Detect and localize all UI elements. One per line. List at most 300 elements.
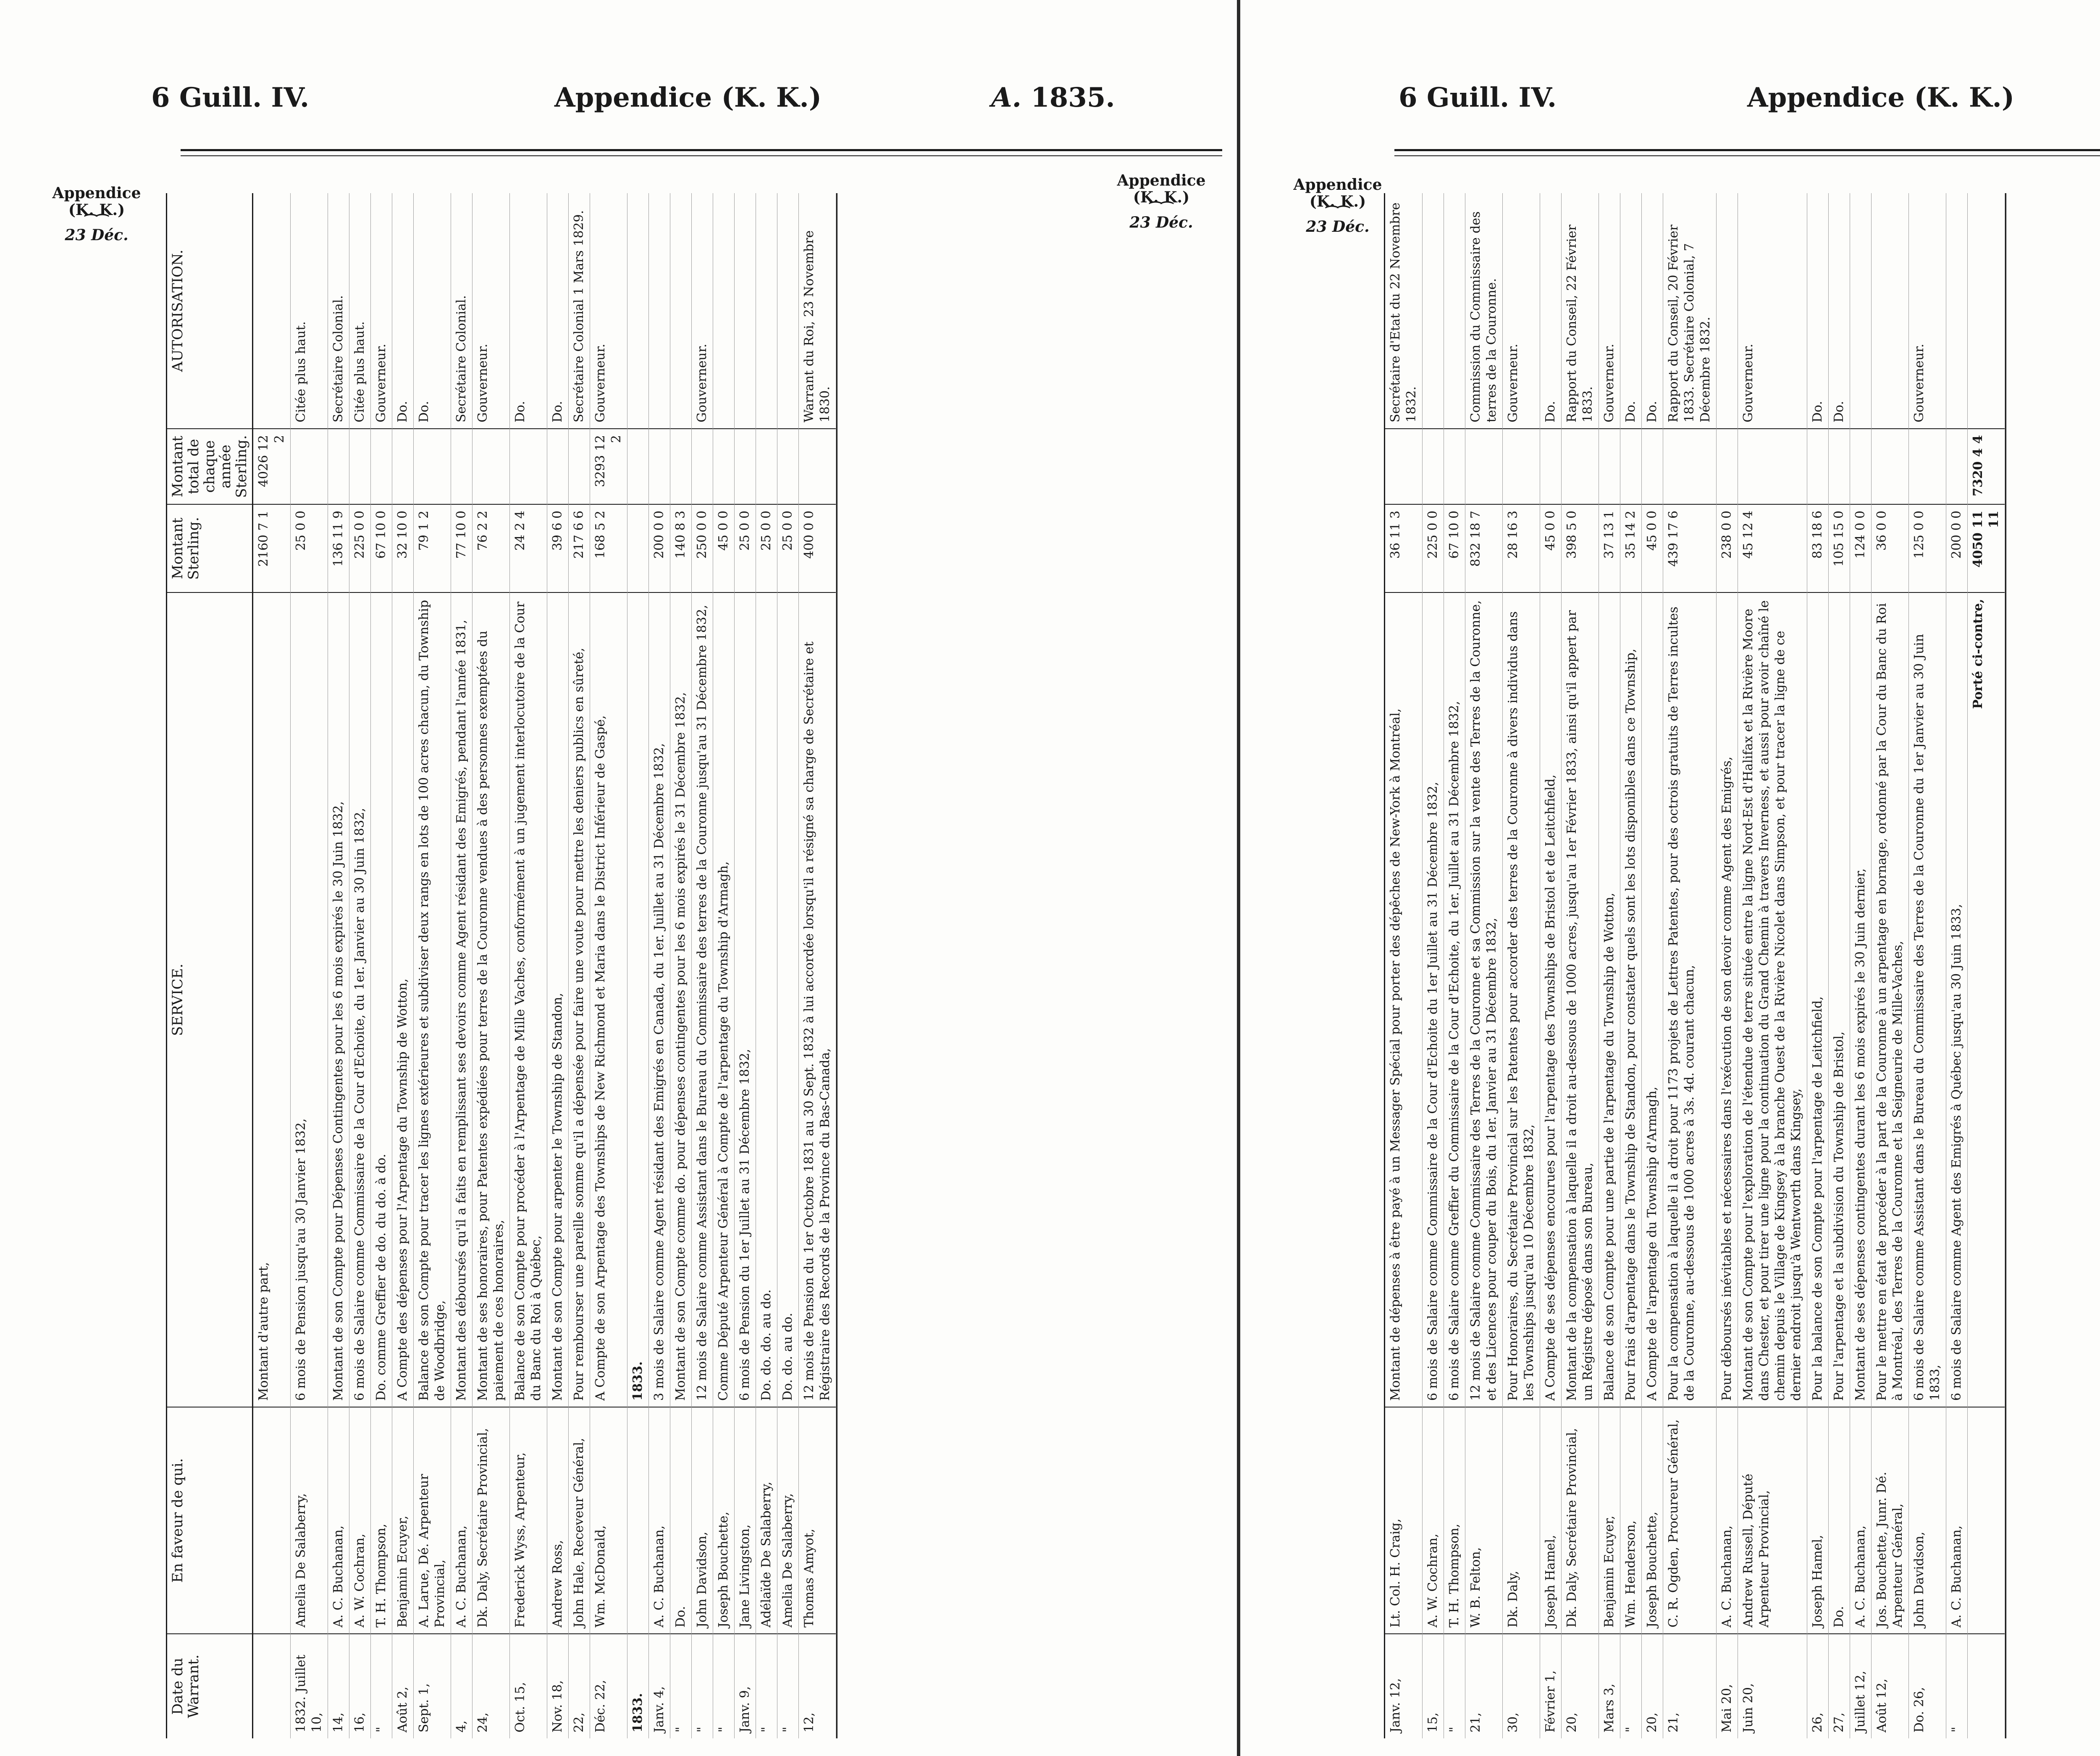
table-row — [291, 193, 328, 1738]
right-top-rule-thin — [1394, 155, 2100, 156]
left-year-prefix: A. — [991, 82, 1021, 113]
cell-total — [328, 428, 349, 504]
cell-service: Pour frais d'arpentage dans le Township de Standon, pour constater quels sont les lots disponibles dans ce Township, — [1620, 592, 1641, 1407]
cell-total — [1717, 428, 1738, 504]
cell-date: 1833. — [627, 1633, 648, 1738]
table-row — [1465, 193, 1503, 1738]
margin-appendix: Appendice — [1117, 172, 1206, 189]
cell-date: Février 1, — [1540, 1633, 1561, 1738]
table-row — [1503, 193, 1540, 1738]
cell-service: Pour Honoraires, du Secrétaire Provincial sur les Patentes pour accorder des terres de la Couronne à divers individus dans les Townships jusqu'au 10 Décembre 1832, — [1503, 592, 1540, 1407]
brace-icon: ⁀⁀ — [1326, 206, 1349, 223]
left-margin-note — [48, 185, 145, 244]
cell-service: Comme Député Arpenteur Général à Compte de l'arpentage du Township d'Armagh, — [713, 592, 734, 1407]
cell-payee: Joseph Hamel, — [1540, 1407, 1561, 1633]
cell-date: Do. 26, — [1909, 1633, 1946, 1738]
brace-icon: ⁀⁀ — [85, 214, 108, 231]
cell-date: " — [692, 1633, 713, 1738]
cell-total — [569, 428, 590, 504]
table-footer-row — [1968, 193, 2005, 1738]
cell-payee: Frederick Wyss, Arpenteur, — [510, 1407, 547, 1633]
cell-service: Pour la compensation à laquelle il a droit pour 1173 projets de Lettres Patentes, pour des octrois gratuits de Terres incultes de la Couronne, au-dessous de 1000 acres à 3s. 4d. courant chacun, — [1663, 592, 1716, 1407]
cell-payee: T. H. Thompson, — [371, 1407, 392, 1633]
cell-amount: 67 10 0 — [1444, 504, 1465, 592]
right-margin-note — [1289, 176, 1386, 235]
cell-auth: Warrant du Roi, 23 Novembre 1830. — [802, 230, 832, 422]
cell-total — [1850, 428, 1871, 504]
cell-auth — [735, 193, 756, 428]
cell-amount: 83 18 6 — [1807, 504, 1828, 592]
cell-amount: 832 18 7 — [1465, 504, 1502, 592]
cell-total — [799, 428, 836, 504]
cell-total — [777, 428, 798, 504]
col-amount-header: Montant Sterling. — [167, 504, 252, 592]
cell-payee: John Hale, Receveur Général, — [569, 1407, 590, 1633]
cell-payee: A. C. Buchanan, — [328, 1407, 349, 1633]
cell-auth — [253, 193, 290, 428]
cell-total — [371, 428, 392, 504]
cell-service: Pour déboursés inévitables et nécessaires dans l'exécution de son devoir comme Agent des Emigrés, — [1717, 592, 1738, 1407]
margin-appendix: Appendice — [1293, 176, 1382, 194]
cell-amount: 25 0 0 — [735, 504, 756, 592]
cell-service: Pour le mettre en état de procéder à la part de la Couronne à un arpentage en bornage, ordonné par la Cour du Banc du Roi à Montréal, des Terres de la Couronne et la Seigneurie de Mille-Vaches, — [1872, 592, 1908, 1407]
cell-auth: Gouverneur. — [1506, 343, 1520, 422]
table-row — [1599, 193, 1620, 1738]
cell-total — [692, 428, 713, 504]
cell-service: Montant de son Compte comme do. pour dépenses contingentes pour les 6 mois expirés le 31 Décembre 1832, — [670, 592, 691, 1407]
cell-total — [1829, 428, 1850, 504]
left-top-rule — [181, 149, 1222, 151]
cell-auth — [1946, 193, 1967, 428]
cell-date: " — [777, 1633, 798, 1738]
cell-payee: Wm. Henderson, — [1620, 1407, 1641, 1633]
cell-auth: Do. — [395, 401, 410, 422]
table-row — [1829, 193, 1850, 1738]
cell-payee — [253, 1407, 290, 1633]
cell-payee: A. Larue, Dé. Arpenteur Provincial, — [414, 1407, 451, 1633]
right-page — [1245, 0, 2100, 1756]
cell-service: 6 mois de Pension jusqu'au 30 Janvier 1832, — [291, 592, 328, 1407]
table-row — [777, 193, 799, 1738]
table-row — [649, 193, 670, 1738]
cell-auth — [1444, 193, 1465, 428]
cell-service: Do. do. do. au do. — [756, 592, 777, 1407]
cell-amount: 25 0 0 — [756, 504, 777, 592]
cell-service: Balance de son Compte pour tracer les lignes extérieures et subdiviser deux rangs en lots de 100 acres chacun, du Township de Woodbridge, — [414, 592, 451, 1407]
table-row — [451, 193, 472, 1738]
cell-total: 4026 12 2 — [253, 428, 290, 504]
cell-amount: 400 0 0 — [799, 504, 836, 592]
cell-total — [1503, 428, 1540, 504]
cell-amount: 37 13 1 — [1599, 504, 1620, 592]
cell-amount: 225 0 0 — [1423, 504, 1444, 592]
cell-service: Balance de son Compte pour procéder à l'Arpentage de Mille Vaches, conformément à un jugement interlocutoire de la Cour du Banc du Roi à Québec, — [510, 592, 547, 1407]
margin-date: 23 Déc. — [1306, 218, 1370, 236]
cell-total — [735, 428, 756, 504]
cell-amount: 79 1 2 — [414, 504, 451, 592]
cell-total — [1599, 428, 1620, 504]
cell-date: 21, — [1663, 1633, 1716, 1738]
cell-amount: 76 2 2 — [472, 504, 509, 592]
cell-payee: Dk. Daly, Secrétaire Provincial, — [472, 1407, 509, 1633]
cell-auth — [1850, 193, 1871, 428]
cell-service: Do. do. au do. — [777, 592, 798, 1407]
cell-date: 1832. Juillet 10, — [291, 1633, 328, 1738]
cell-auth: Secrétaire Colonial. — [331, 295, 346, 422]
cell-auth: Do. — [1543, 401, 1558, 422]
cell-payee: A. C. Buchanan, — [649, 1407, 670, 1633]
cell-amount: 25 0 0 — [291, 504, 328, 592]
right-top-rule — [1394, 149, 2100, 151]
table-row — [735, 193, 756, 1738]
cell-date: 22, — [569, 1633, 590, 1738]
left-top-rule-thin — [181, 155, 1222, 156]
col-service-header: SERVICE. — [167, 592, 252, 1407]
cell-payee: Do. — [670, 1407, 691, 1633]
cell-payee: Amelia De Salaberry, — [291, 1407, 328, 1633]
cell-date: " — [713, 1633, 734, 1738]
table-row — [1909, 193, 1946, 1738]
cell-amount: 124 0 0 — [1850, 504, 1871, 592]
col-payee-header: En faveur de qui. — [167, 1407, 252, 1633]
cell-date: 24, — [472, 1633, 509, 1738]
cell-payee: W. B. Felton, — [1465, 1407, 1502, 1633]
page-gutter — [1237, 0, 1240, 1756]
cell-auth — [649, 193, 670, 428]
cell-payee — [1968, 1407, 2005, 1633]
cell-date: " — [670, 1633, 691, 1738]
cell-auth — [1968, 193, 2005, 428]
cell-payee: John Davidson, — [1909, 1407, 1946, 1633]
cell-total — [649, 428, 670, 504]
margin-kk: (K. K.) — [68, 201, 125, 219]
cell-payee: Dk. Daly, — [1503, 1407, 1540, 1633]
cell-service: 6 mois de Salaire comme Commissaire de la Cour d'Echoite, du 1er. Janvier au 30 Juin 1832, — [349, 592, 370, 1407]
table-row — [713, 193, 735, 1738]
cell-amount: 168 5 2 — [590, 504, 627, 592]
cell-auth — [1423, 193, 1444, 428]
table-row — [756, 193, 777, 1738]
cell-total — [547, 428, 568, 504]
cell-auth: Gouverneur. — [1912, 343, 1927, 422]
cell-total — [1738, 428, 1807, 504]
footer-amount: 4050 11 11 — [1968, 504, 2005, 592]
cell-service: Montant de dépenses à être payé à un Messager Spécial pour porter des dépêches de New-York à Montréal, — [1385, 592, 1422, 1407]
cell-amount: 36 0 0 — [1872, 504, 1908, 592]
cell-service: Montant de ses dépenses contingentes durant les 6 mois expirés le 30 Juin dernier, — [1850, 592, 1871, 1407]
right-table-grid — [1384, 193, 2006, 1738]
cell-auth — [670, 193, 691, 428]
cell-amount: 36 11 3 — [1385, 504, 1422, 592]
cell-auth: Gouverneur. — [593, 343, 608, 422]
cell-service: Balance de son Compte pour une partie de l'arpentage du Township de Wotton, — [1599, 592, 1620, 1407]
cell-auth: Do. — [1810, 401, 1825, 422]
cell-amount: 250 0 0 — [692, 504, 713, 592]
table-row — [414, 193, 451, 1738]
table-row — [1444, 193, 1465, 1738]
margin-kk: (K. K.) — [1133, 189, 1190, 206]
cell-payee: Thomas Amyot, — [799, 1407, 836, 1633]
cell-date: Août 12, — [1872, 1633, 1908, 1738]
cell-service: 6 mois de Salaire comme Agent des Emigrés à Québec jusqu'au 30 Juin 1833, — [1946, 592, 1967, 1407]
cell-date: Août 2, — [392, 1633, 413, 1738]
cell-service: 12 mois de Pension du 1er Octobre 1831 au 30 Sept. 1832 à lui accordée lorsqu'il a résigné sa charge de Secrétaire et Régistraire des Records de la Province du Bas-Canada, — [799, 592, 836, 1407]
cell-date: 14, — [328, 1633, 349, 1738]
cell-service: A Compte de son Arpentage des Townships de New Richmond et Maria dans le District Inférieur de Gaspé, — [590, 592, 627, 1407]
cell-amount: 39 6 0 — [547, 504, 568, 592]
cell-amount: 225 0 0 — [349, 504, 370, 592]
cell-date: Juillet 12, — [1850, 1633, 1871, 1738]
cell-date: Sept. 1, — [414, 1633, 451, 1738]
table-row — [670, 193, 692, 1738]
cell-auth: Gouverneur. — [475, 343, 490, 422]
table-row — [692, 193, 713, 1738]
table-row — [1540, 193, 1562, 1738]
cell-payee: Wm. McDonald, — [590, 1407, 627, 1633]
cell-amount: 77 10 0 — [451, 504, 472, 592]
cell-amount: 67 10 0 — [371, 504, 392, 592]
cell-total — [451, 428, 472, 504]
right-appendix-title: Appendice (K. K.) — [1747, 82, 2015, 113]
cell-amount: 238 0 0 — [1717, 504, 1738, 592]
cell-date: " — [1620, 1633, 1641, 1738]
cell-auth — [777, 193, 798, 428]
cell-auth: Do. — [1645, 401, 1659, 422]
cell-amount: 24 2 4 — [510, 504, 547, 592]
cell-date: Nov. 18, — [547, 1633, 568, 1738]
cell-auth — [627, 193, 648, 428]
cell-amount: 45 0 0 — [1540, 504, 1561, 592]
cell-total — [392, 428, 413, 504]
table-row — [1717, 193, 1738, 1738]
cell-payee — [627, 1407, 648, 1633]
left-year-value: 1835. — [1031, 82, 1115, 113]
cell-total — [1444, 428, 1465, 504]
cell-payee: Andrew Ross, — [547, 1407, 568, 1633]
cell-total — [1946, 428, 1967, 504]
table-row — [472, 193, 510, 1738]
margin-appendix: Appendice — [52, 184, 141, 202]
cell-total — [349, 428, 370, 504]
cell-auth: Commission du Commissaire des terres de la Couronne. — [1468, 211, 1499, 422]
footer-label: Porté ci-contre, — [1968, 592, 2005, 1407]
cell-service: 6 mois de Salaire comme Assistant dans le Bureau du Commissaire des Terres de la Couronne du 1er Janvier au 30 Juin 1833, — [1909, 592, 1946, 1407]
cell-service: 3 mois de Salaire comme Agent résidant des Emigrés en Canada, du 1er. Juillet au 31 Décembre 1832, — [649, 592, 670, 1407]
cell-total — [1465, 428, 1502, 504]
cell-amount: 45 12 4 — [1738, 504, 1807, 592]
table-row — [590, 193, 627, 1738]
cell-payee: A. W. Cochran, — [1423, 1407, 1444, 1633]
cell-auth: Citée plus haut. — [294, 321, 308, 422]
cell-payee: Joseph Hamel, — [1807, 1407, 1828, 1633]
left-table-grid — [166, 193, 837, 1738]
col-auth-header: AUTORISATION. — [169, 249, 186, 372]
cell-service: A Compte de l'arpentage du Township d'Armagh, — [1642, 592, 1663, 1407]
cell-amount: 28 16 3 — [1503, 504, 1540, 592]
cell-payee: Joseph Bouchette, — [713, 1407, 734, 1633]
cell-total — [1807, 428, 1828, 504]
cell-date: " — [1946, 1633, 1967, 1738]
table-row — [1385, 193, 1423, 1738]
table-row — [547, 193, 569, 1738]
col-total-header: Montant total de chaque année Sterling. — [167, 428, 252, 504]
cell-service: Montant des déboursés qu'il a faits en remplissant ses devoirs comme Agent résidant des Emigrés, pendant l'année 1831, — [451, 592, 472, 1407]
cell-amount: 35 14 2 — [1620, 504, 1641, 592]
cell-date: Mai 20, — [1717, 1633, 1738, 1738]
cell-auth: Gouverneur. — [695, 343, 709, 422]
cell-date: 20, — [1642, 1633, 1663, 1738]
left-appendix-title: Appendice (K. K.) — [554, 82, 822, 113]
cell-payee: Jane Livingston, — [735, 1407, 756, 1633]
table-row — [1620, 193, 1642, 1738]
cell-auth — [713, 193, 734, 428]
brace-icon: ⁀⁀ — [1150, 202, 1173, 218]
cell-payee: Jos. Bouchette, Junr. Dé. Arpenteur Général, — [1872, 1407, 1908, 1633]
cell-date: 16, — [349, 1633, 370, 1738]
cell-service: 6 mois de Pension du 1er Juillet au 31 Décembre 1832, — [735, 592, 756, 1407]
cell-service: Montant de son Compte pour arpenter le Township de Standon, — [547, 592, 568, 1407]
table-row — [371, 193, 392, 1738]
cell-date: Déc. 22, — [590, 1633, 627, 1738]
left-year — [991, 82, 1115, 113]
cell-amount: 45 0 0 — [713, 504, 734, 592]
cell-total — [1872, 428, 1908, 504]
cell-amount: 105 15 0 — [1829, 504, 1850, 592]
cell-date: Janv. 4, — [649, 1633, 670, 1738]
cell-total — [1385, 428, 1422, 504]
cell-auth: Do. — [1623, 401, 1638, 422]
cell-amount: 136 11 9 — [328, 504, 349, 592]
cell-payee: John Davidson, — [692, 1407, 713, 1633]
cell-total — [670, 428, 691, 504]
cell-amount: 398 5 0 — [1562, 504, 1599, 592]
cell-service: 12 mois de Salaire comme Assistant dans le Bureau du Commissaire des terres de la Couronne jusqu'au 31 Décembre 1832, — [692, 592, 713, 1407]
cell-date: Janv. 12, — [1385, 1633, 1422, 1738]
cell-service: A Compte des dépenses pour l'Arpentage du Township de Wotton, — [392, 592, 413, 1407]
cell-date: 26, — [1807, 1633, 1828, 1738]
cell-date: 12, — [799, 1633, 836, 1738]
table-row — [1423, 193, 1444, 1738]
cell-payee: A. W. Cochran, — [349, 1407, 370, 1633]
table-row — [1872, 193, 1909, 1738]
cell-service: Pour rembourser une pareille somme qu'il a dépensée pour faire une voute pour mettre les deniers publics en sûreté, — [569, 592, 590, 1407]
cell-date: " — [756, 1633, 777, 1738]
cell-total — [1663, 428, 1716, 504]
cell-payee: Andrew Russell, Député Arpenteur Provincial, — [1738, 1407, 1807, 1633]
cell-payee: T. H. Thompson, — [1444, 1407, 1465, 1633]
cell-auth: Rapport du Conseil, 22 Février 1833. — [1564, 225, 1595, 422]
cell-payee: Do. — [1829, 1407, 1850, 1633]
table-header — [167, 193, 253, 1738]
margin-kk: (K. K.) — [1309, 193, 1366, 210]
col-date-header: Date du Warrant. — [167, 1633, 252, 1738]
cell-amount: 125 0 0 — [1909, 504, 1946, 592]
table-row — [392, 193, 414, 1738]
cell-service: A Compte de ses dépenses encourues pour l'arpentage des Townships de Bristol et de Leitchfield, — [1540, 592, 1561, 1407]
table-row — [1850, 193, 1872, 1738]
cell-payee: Adélaïde De Salaberry, — [756, 1407, 777, 1633]
cell-service: Pour l'arpentage et la subdivision du Township de Bristol, — [1829, 592, 1850, 1407]
cell-auth: Secrétaire d'Etat du 22 Novembre 1832. — [1388, 202, 1419, 422]
cell-date: 4, — [451, 1633, 472, 1738]
cell-auth: Gouverneur. — [1741, 343, 1756, 422]
cell-auth: Gouverneur. — [1602, 343, 1617, 422]
right-regnal-year: 6 Guill. IV. — [1399, 82, 1557, 113]
cell-service: Montant de ses honoraires, pour Patentes expédiées pour terres de la Couronne vendues à des personnes exemptées du paiement de ces honoraires, — [472, 592, 509, 1407]
cell-date: " — [1444, 1633, 1465, 1738]
table-row — [253, 193, 291, 1738]
cell-date: Janv. 9, — [735, 1633, 756, 1738]
cell-total — [472, 428, 509, 504]
table-row — [510, 193, 547, 1738]
cell-service: Montant de son Compte pour Dépenses Contingentes pour les 6 mois expirés le 30 Juin 1832, — [328, 592, 349, 1407]
cell-amount: 200 0 0 — [1946, 504, 1967, 592]
cell-payee: Lt. Col. H. Craig, — [1385, 1407, 1422, 1633]
cell-auth: Do. — [550, 401, 565, 422]
table-row — [349, 193, 371, 1738]
cell-service: Do. comme Greffier de do. du do. à do. — [371, 592, 392, 1407]
cell-amount: 140 8 3 — [670, 504, 691, 592]
cell-date — [1968, 1633, 2005, 1738]
cell-auth: Do. — [513, 401, 528, 422]
cell-payee: Dk. Daly, Secrétaire Provincial, — [1562, 1407, 1599, 1633]
cell-auth: Gouverneur. — [374, 343, 388, 422]
table-row — [1738, 193, 1807, 1738]
cell-service: 1833. — [627, 592, 648, 1407]
cell-total — [627, 428, 648, 504]
cell-auth: Do. — [417, 401, 431, 422]
cell-payee: Benjamin Ecuyer, — [1599, 1407, 1620, 1633]
cell-payee: C. R. Ogden, Procureur Général, — [1663, 1407, 1716, 1633]
table-row — [627, 193, 649, 1738]
cell-total — [510, 428, 547, 504]
cell-amount: 25 0 0 — [777, 504, 798, 592]
cell-total — [1642, 428, 1663, 504]
left-margin-note-right — [1113, 172, 1210, 231]
cell-service: Pour la balance de son Compte pour l'arpentage de Leitchfield, — [1807, 592, 1828, 1407]
cell-auth: Secrétaire Colonial 1 Mars 1829. — [572, 210, 586, 422]
cell-total — [1909, 428, 1946, 504]
table-row — [1946, 193, 1968, 1738]
table-row — [1562, 193, 1599, 1738]
cell-total — [414, 428, 451, 504]
cell-service: Montant de la compensation à laquelle il a droit au-dessous de 1000 acres, jusqu'au 1er Février 1833, ainsi qu'il appert par un Régistre déposé dans son Bureau, — [1562, 592, 1599, 1407]
cell-date: 27, — [1829, 1633, 1850, 1738]
cell-total — [291, 428, 328, 504]
cell-auth — [756, 193, 777, 428]
cell-amount — [627, 504, 648, 592]
cell-total — [713, 428, 734, 504]
cell-service: 6 mois de Salaire comme Greffier du Commissaire de la Cour d'Echoite, du 1er. Juillet au 31 Décembre 1832, — [1444, 592, 1465, 1407]
cell-payee: Benjamin Ecuyer, — [392, 1407, 413, 1633]
cell-payee: A. C. Buchanan, — [1850, 1407, 1871, 1633]
cell-service: 12 mois de Salaire comme Commissaire des Terres de la Couronne et sa Commission sur la vente des Terres de la Couronne, et des Licences pour couper du Bois, du 1er. Janvier au 31 Décembre 1832, — [1465, 592, 1502, 1407]
cell-auth: Citée plus haut. — [352, 321, 367, 422]
table-row — [328, 193, 349, 1738]
cell-payee: A. C. Buchanan, — [1946, 1407, 1967, 1633]
cell-payee: A. C. Buchanan, — [451, 1407, 472, 1633]
cell-auth: Do. — [1832, 401, 1846, 422]
cell-amount: 217 6 6 — [569, 504, 590, 592]
table-row — [569, 193, 590, 1738]
cell-date: 15, — [1423, 1633, 1444, 1738]
cell-auth — [1717, 193, 1738, 428]
cell-date: 21, — [1465, 1633, 1502, 1738]
cell-amount: 2160 7 1 — [253, 504, 290, 592]
cell-service: Montant d'autre part, — [253, 592, 290, 1407]
margin-date: 23 Déc. — [65, 226, 129, 244]
left-regnal-year: 6 Guill. IV. — [151, 82, 310, 113]
